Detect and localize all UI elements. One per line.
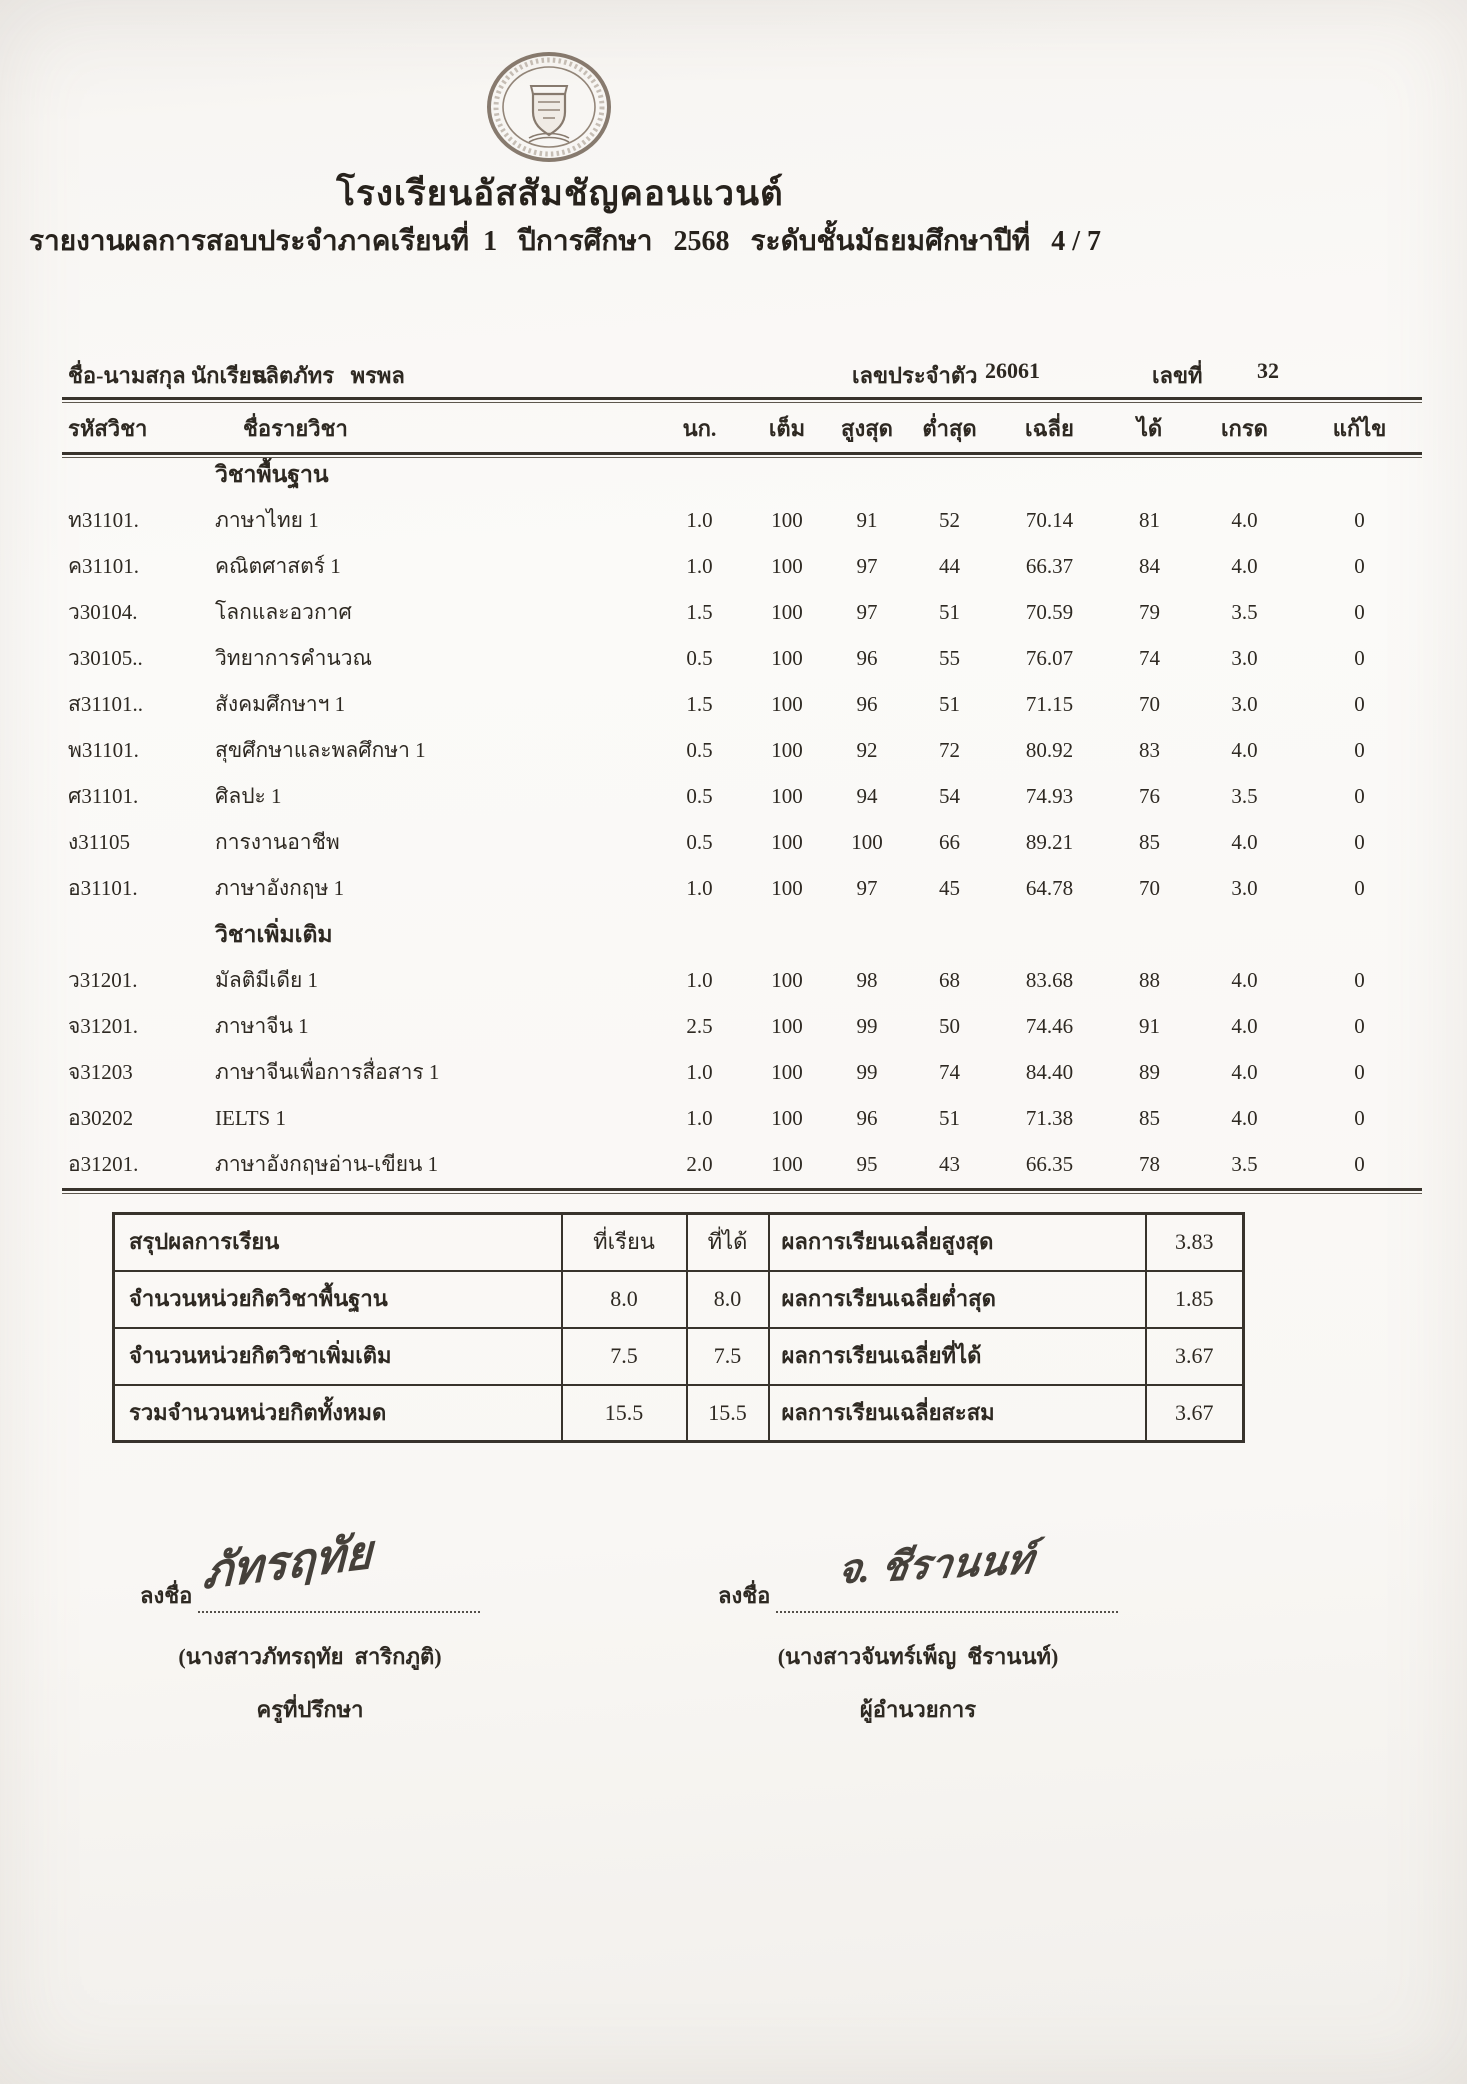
- grade-value: 4.0: [1231, 1106, 1258, 1131]
- col-header-credit: นก.: [682, 415, 717, 441]
- student-no-value: 32: [1257, 358, 1279, 383]
- max-score-value: 99: [856, 1060, 878, 1085]
- obtained-score-value: 89: [1139, 1060, 1160, 1085]
- min-score-value: 52: [939, 508, 960, 533]
- full-score-value: 100: [771, 1014, 803, 1039]
- seal-shield-icon: [533, 94, 565, 135]
- obtained-score-value: 78: [1139, 1152, 1160, 1177]
- grade-value: 4.0: [1231, 830, 1258, 855]
- advisor-signature-block: [140, 1526, 480, 1727]
- mean-score-value: 71.15: [1025, 692, 1074, 717]
- subject-code: ศ31101.: [68, 784, 139, 809]
- summary-row: [114, 1385, 1244, 1442]
- credit-value: 1.0: [686, 876, 713, 901]
- gpa-value: 3.67: [1146, 1385, 1244, 1442]
- summary-row: [114, 1328, 1244, 1385]
- summary-label: รวมจำนวนหน่วยกิตทั้งหมด: [114, 1385, 562, 1442]
- obtained-score-value: 85: [1139, 830, 1160, 855]
- min-score-value: 45: [939, 876, 960, 901]
- summary-row: [114, 1271, 1244, 1328]
- subject-code: ง31105: [68, 830, 130, 855]
- subject-name: การงานอาชีพ: [215, 830, 340, 855]
- rule-under-student-info: [62, 397, 1422, 403]
- grade-value: 4.0: [1231, 508, 1258, 533]
- min-score-value: 72: [939, 738, 960, 763]
- credit-value: 0.5: [686, 646, 713, 671]
- credits-studied-value: ที่เรียน: [562, 1214, 687, 1271]
- mean-score-value: 80.92: [1025, 738, 1074, 763]
- full-score-value: 100: [771, 738, 803, 763]
- obtained-score-value: 88: [1139, 968, 1160, 993]
- student-id-label: เลขประจำตัว: [852, 363, 978, 388]
- subject-name: สังคมศึกษาฯ 1: [215, 692, 346, 717]
- rule-under-table: [62, 1188, 1422, 1194]
- grade-row: [62, 544, 1422, 590]
- credit-value: 1.0: [686, 968, 713, 993]
- credits-earned-value: 7.5: [687, 1328, 769, 1385]
- mean-score-value: 76.07: [1025, 646, 1074, 671]
- full-score-value: 100: [771, 508, 803, 533]
- obtained-score-value: 70: [1139, 876, 1160, 901]
- summary-label: สรุปผลการเรียน: [114, 1214, 562, 1271]
- student-no-label: เลขที่: [1152, 363, 1203, 388]
- remedial-value: 0: [1354, 1152, 1365, 1177]
- credit-value: 2.0: [686, 1152, 713, 1177]
- obtained-score-value: 91: [1139, 1014, 1160, 1039]
- subject-code: ว31201.: [68, 968, 138, 993]
- director-printed-name: (นางสาวจันทร์เพ็ญ ชีรานนท์): [777, 1644, 1059, 1669]
- remedial-value: 0: [1354, 1106, 1365, 1131]
- credit-value: 0.5: [686, 738, 713, 763]
- grade-row: [62, 1142, 1422, 1188]
- mean-score-value: 70.14: [1025, 508, 1074, 533]
- subject-name: ภาษาอังกฤษ 1: [215, 876, 345, 901]
- section-title-row: [62, 452, 1422, 498]
- obtained-score-value: 74: [1139, 646, 1160, 671]
- full-score-value: 100: [771, 784, 803, 809]
- mean-score-value: 74.46: [1025, 1014, 1074, 1039]
- col-header-max: สูงสุด: [841, 415, 893, 441]
- gpa-label: ผลการเรียนเฉลี่ยสูงสุด: [769, 1214, 1146, 1271]
- student-name-label: ชื่อ-นามสกุล นักเรียน: [68, 363, 267, 388]
- credit-value: 2.5: [686, 1014, 713, 1039]
- student-name: ลลิตภัทร พรพล: [252, 363, 405, 388]
- max-score-value: 96: [856, 1106, 878, 1131]
- col-header-grade: เกรด: [1221, 415, 1268, 441]
- min-score-value: 55: [939, 646, 960, 671]
- grade-value: 4.0: [1231, 554, 1258, 579]
- student-id-value: 26061: [985, 358, 1040, 383]
- section-title: วิชาพื้นฐาน: [215, 462, 329, 488]
- grade-value: 4.0: [1231, 738, 1258, 763]
- remedial-value: 0: [1354, 508, 1365, 533]
- student-info-line: [0, 358, 1467, 394]
- min-score-value: 51: [939, 600, 960, 625]
- credit-value: 0.5: [686, 830, 713, 855]
- grade-value: 3.5: [1231, 600, 1258, 625]
- min-score-value: 54: [939, 784, 960, 809]
- remedial-value: 0: [1354, 968, 1365, 993]
- obtained-score-value: 83: [1139, 738, 1160, 763]
- director-signature-block: [718, 1536, 1118, 1727]
- mean-score-value: 84.40: [1025, 1060, 1074, 1085]
- subject-name: ภาษาจีนเพื่อการสื่อสาร 1: [215, 1060, 440, 1085]
- grade-row: [62, 1096, 1422, 1142]
- credit-value: 1.5: [686, 692, 713, 717]
- summary-table: [112, 1212, 1245, 1443]
- gpa-value: 3.83: [1146, 1214, 1244, 1271]
- full-score-value: 100: [771, 600, 803, 625]
- remedial-value: 0: [1354, 876, 1365, 901]
- max-score-value: 96: [856, 646, 878, 671]
- col-header-fix: แก้ไข: [1332, 415, 1387, 441]
- max-score-value: 92: [856, 738, 878, 763]
- mean-score-value: 74.93: [1025, 784, 1074, 809]
- school-name: โรงเรียนอัสสัมชัญคอนแวนต์: [336, 174, 784, 213]
- min-score-value: 50: [939, 1014, 960, 1039]
- max-score-value: 96: [856, 692, 878, 717]
- seal-banner: [531, 86, 567, 94]
- subject-code: จ31201.: [68, 1014, 139, 1039]
- grade-row: [62, 728, 1422, 774]
- grade-row: [62, 590, 1422, 636]
- obtained-score-value: 70: [1139, 692, 1160, 717]
- sign-label: ลงชื่อ: [718, 1583, 771, 1608]
- credit-value: 1.0: [686, 1106, 713, 1131]
- credit-value: 1.0: [686, 508, 713, 533]
- remedial-value: 0: [1354, 600, 1365, 625]
- subject-name: ภาษาอังกฤษอ่าน-เขียน 1: [215, 1152, 439, 1177]
- grade-value: 4.0: [1231, 1014, 1258, 1039]
- full-score-value: 100: [771, 968, 803, 993]
- credits-earned-value: 8.0: [687, 1271, 769, 1328]
- min-score-value: 68: [939, 968, 960, 993]
- full-score-value: 100: [771, 692, 803, 717]
- obtained-score-value: 85: [1139, 1106, 1160, 1131]
- full-score-value: 100: [771, 554, 803, 579]
- credits-studied-value: 7.5: [562, 1328, 687, 1385]
- report-title: รายงานผลการสอบประจำภาคเรียนที่ 1 ปีการศึกษา 2568 ระดับชั้นมัธยมศึกษาปีที่ 4 / 7: [28, 226, 1102, 257]
- full-score-value: 100: [771, 830, 803, 855]
- col-header-min: ต่ำสุด: [922, 415, 977, 441]
- col-header-got: ได้: [1136, 415, 1163, 441]
- obtained-score-value: 76: [1139, 784, 1160, 809]
- subject-code: อ31101.: [68, 876, 138, 901]
- credit-value: 1.5: [686, 600, 713, 625]
- col-header-mean: เฉลี่ย: [1025, 415, 1074, 441]
- min-score-value: 51: [939, 1106, 960, 1131]
- grade-value: 3.0: [1231, 876, 1258, 901]
- min-score-value: 66: [939, 830, 960, 855]
- col-header-subject: ชื่อรายวิชา: [243, 415, 348, 441]
- subject-name: IELTS 1: [215, 1106, 286, 1131]
- full-score-value: 100: [771, 1060, 803, 1085]
- max-score-value: 99: [856, 1014, 878, 1039]
- mean-score-value: 66.37: [1025, 554, 1074, 579]
- max-score-value: 95: [856, 1152, 878, 1177]
- credits-earned-value: ที่ได้: [687, 1214, 769, 1271]
- grade-value: 3.0: [1231, 692, 1258, 717]
- max-score-value: 94: [856, 784, 878, 809]
- subject-name: วิทยาการคำนวณ: [215, 646, 372, 671]
- subject-code: อ31201.: [68, 1152, 139, 1177]
- full-score-value: 100: [771, 876, 803, 901]
- grade-row: [62, 774, 1422, 820]
- summary-label: จำนวนหน่วยกิตวิชาเพิ่มเติม: [114, 1328, 562, 1385]
- subject-code: พ31101.: [68, 738, 139, 763]
- mean-score-value: 71.38: [1025, 1106, 1074, 1131]
- col-header-code: รหัสวิชา: [68, 415, 148, 441]
- max-score-value: 97: [856, 600, 878, 625]
- gpa-label: ผลการเรียนเฉลี่ยต่ำสุด: [769, 1271, 1146, 1328]
- section-title-row: [62, 912, 1422, 958]
- advisor-handwritten-signature: ภัทรฤทัย: [202, 1526, 373, 1599]
- remedial-value: 0: [1354, 646, 1365, 671]
- remedial-value: 0: [1354, 692, 1365, 717]
- gpa-value: 3.67: [1146, 1328, 1244, 1385]
- director-handwritten-signature: จ. ชีรานนท์: [834, 1536, 1037, 1593]
- grades-header-row: [62, 406, 1422, 452]
- gpa-value: 1.85: [1146, 1271, 1244, 1328]
- max-score-value: 100: [851, 830, 883, 855]
- subject-name: มัลติมีเดีย 1: [215, 968, 319, 993]
- remedial-value: 0: [1354, 1060, 1365, 1085]
- subject-code: ค31101.: [68, 554, 140, 579]
- credits-studied-value: 15.5: [562, 1385, 687, 1442]
- director-role: ผู้อำนวยการ: [859, 1697, 977, 1722]
- school-seal-logo: [483, 50, 615, 164]
- grade-row: [62, 636, 1422, 682]
- grade-row: [62, 958, 1422, 1004]
- summary-label: จำนวนหน่วยกิตวิชาพื้นฐาน: [114, 1271, 562, 1328]
- full-score-value: 100: [771, 1106, 803, 1131]
- advisor-role: ครูที่ปรึกษา: [256, 1697, 364, 1722]
- subject-code: อ30202: [68, 1106, 134, 1131]
- subject-code: ว30105..: [68, 646, 143, 671]
- remedial-value: 0: [1354, 1014, 1365, 1039]
- credit-value: 1.0: [686, 554, 713, 579]
- subject-name: ภาษาไทย 1: [215, 508, 319, 533]
- grade-row: [62, 682, 1422, 728]
- remedial-value: 0: [1354, 830, 1365, 855]
- subject-name: คณิตศาสตร์ 1: [215, 554, 341, 579]
- gpa-label: ผลการเรียนเฉลี่ยที่ได้: [769, 1328, 1146, 1385]
- subject-code: ว30104.: [68, 600, 138, 625]
- subject-code: ท31101.: [68, 508, 139, 533]
- mean-score-value: 83.68: [1025, 968, 1074, 993]
- rule-under-table-header: [62, 452, 1422, 458]
- grade-row: [62, 1050, 1422, 1096]
- full-score-value: 100: [771, 1152, 803, 1177]
- grade-value: 3.0: [1231, 646, 1258, 671]
- grades-table: [62, 406, 1422, 1188]
- obtained-score-value: 79: [1139, 600, 1160, 625]
- subject-name: ศิลปะ 1: [215, 784, 282, 809]
- max-score-value: 97: [856, 876, 878, 901]
- full-score-value: 100: [771, 646, 803, 671]
- mean-score-value: 64.78: [1025, 876, 1074, 901]
- subject-name: โลกและอวกาศ: [215, 600, 352, 625]
- advisor-printed-name: (นางสาวภัทรฤทัย สาริกภูติ): [178, 1644, 442, 1669]
- mean-score-value: 89.21: [1025, 830, 1074, 855]
- subject-code: ส31101..: [68, 692, 144, 717]
- grade-row: [62, 498, 1422, 544]
- remedial-value: 0: [1354, 554, 1365, 579]
- remedial-value: 0: [1354, 784, 1365, 809]
- obtained-score-value: 81: [1139, 508, 1160, 533]
- subject-name: ภาษาจีน 1: [215, 1014, 309, 1039]
- mean-score-value: 70.59: [1025, 600, 1074, 625]
- min-score-value: 51: [939, 692, 960, 717]
- gpa-label: ผลการเรียนเฉลี่ยสะสม: [769, 1385, 1146, 1442]
- min-score-value: 43: [939, 1152, 960, 1177]
- grade-row: [62, 820, 1422, 866]
- credits-studied-value: 8.0: [562, 1271, 687, 1328]
- grade-value: 4.0: [1231, 968, 1258, 993]
- subject-name: สุขศึกษาและพลศึกษา 1: [215, 738, 426, 763]
- grade-value: 3.5: [1231, 1152, 1258, 1177]
- col-header-full: เต็ม: [768, 415, 806, 441]
- grade-row: [62, 866, 1422, 912]
- grade-value: 3.5: [1231, 784, 1258, 809]
- subject-code: จ31203: [68, 1060, 133, 1085]
- obtained-score-value: 84: [1139, 554, 1160, 579]
- grade-value: 4.0: [1231, 1060, 1258, 1085]
- max-score-value: 98: [856, 968, 878, 993]
- summary-row: [114, 1214, 1244, 1271]
- min-score-value: 44: [939, 554, 960, 579]
- max-score-value: 91: [856, 508, 878, 533]
- credits-earned-value: 15.5: [687, 1385, 769, 1442]
- mean-score-value: 66.35: [1025, 1152, 1074, 1177]
- credit-value: 0.5: [686, 784, 713, 809]
- sign-label: ลงชื่อ: [140, 1583, 193, 1608]
- grade-row: [62, 1004, 1422, 1050]
- min-score-value: 74: [939, 1060, 960, 1085]
- credit-value: 1.0: [686, 1060, 713, 1085]
- section-title: วิชาเพิ่มเติม: [215, 922, 333, 948]
- max-score-value: 97: [856, 554, 878, 579]
- remedial-value: 0: [1354, 738, 1365, 763]
